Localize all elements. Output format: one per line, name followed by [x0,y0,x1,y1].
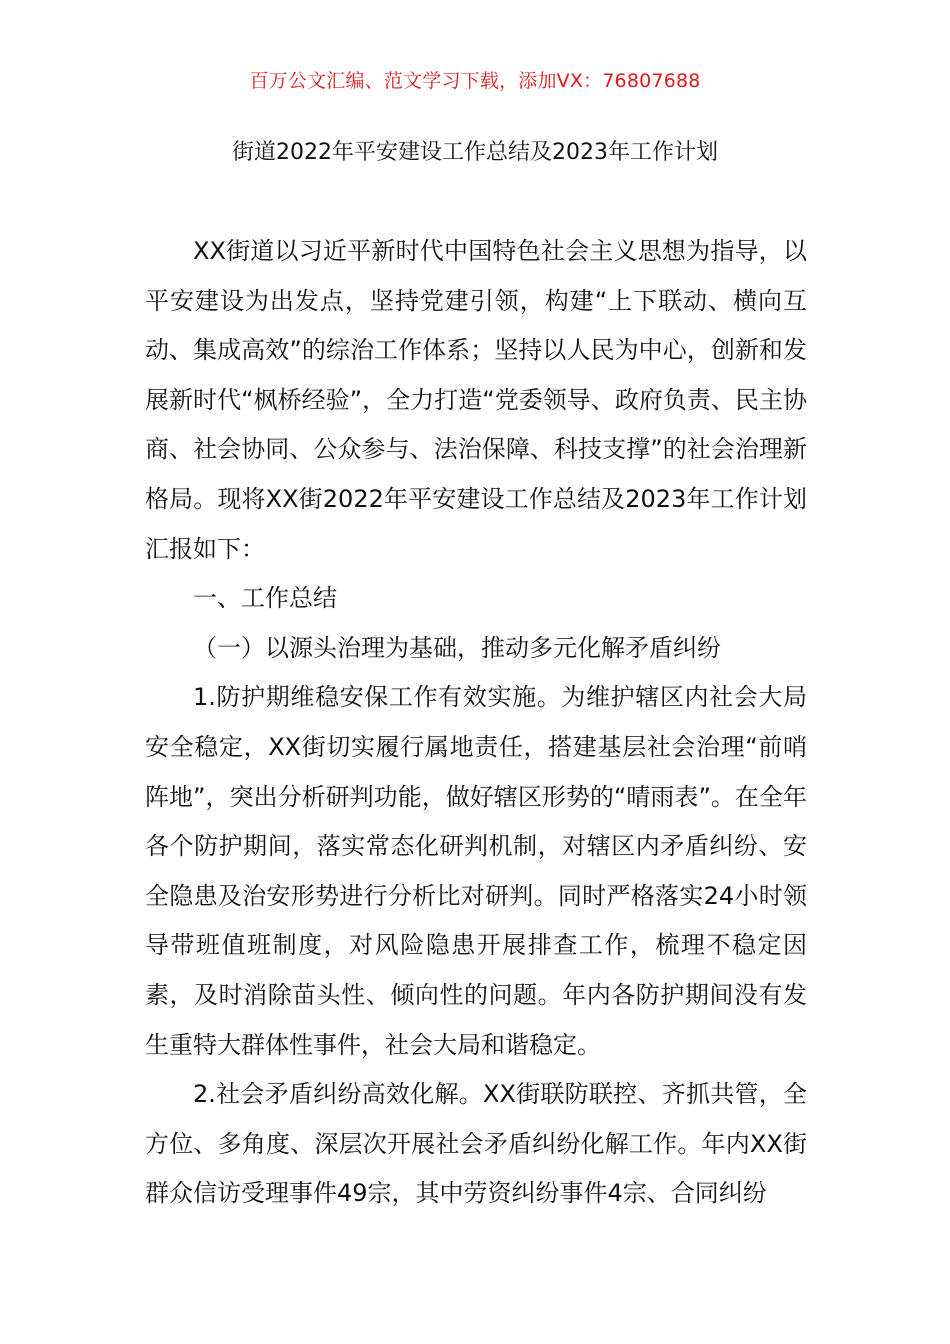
page-title: 街道2022年平安建设工作总结及2023年工作计划 [232,140,718,165]
item-paragraph-1: 1.防护期维稳安保工作有效实施。为维护辖区内社会大局安全稳定，XX街切实履行属地责任，搭建基层社会治理“前哨阵地”，突出分析研判功能，做好辖区形势的“晴雨表”。在全年各个防护期间，落实常态化研判机制，对辖区内矛盾纠纷、安全隐患及治安形势进行分析比对研判。同时严格落实24小时领导带班值班制度，对风险隐患开展排查工作，梳理不稳定因素，及时消除苗头性、倾向性的问题。年内各防护期间没有发生重特大群体性事件，社会大局和谐稳定。 [145,683,807,1059]
intro-paragraph: XX街道以习近平新时代中国特色社会主义思想为指导，以平安建设为出发点，坚持党建引领，构建“上下联动、横向互动、集成高效”的综治工作体系；坚持以人民为中心，创新和发展新时代“枫桥经验”，全力打造“党委领导、政府负责、民主协商、社会协同、公众参与、法治保障、科技支撑”的社会治理新格局。现将XX街2022年平安建设工作总结及2023年工作计划汇报如下： [145,237,807,563]
item-paragraph-2: 2.社会矛盾纠纷高效化解。XX街联防联控、齐抓共管，全方位、多角度、深层次开展社会矛盾纠纷化解工作。年内XX街群众信访受理事件49宗，其中劳资纠纷事件4宗、合同纠纷 [145,1080,807,1208]
download-notice: 百万公文汇编、范文学习下载，添加VX：76807688 [249,70,701,92]
subsection-heading: （一）以源头治理为基础，推动多元化解矛盾纠纷 [193,633,721,662]
section-heading: 一、工作总结 [193,584,337,613]
document-body [145,227,807,1219]
